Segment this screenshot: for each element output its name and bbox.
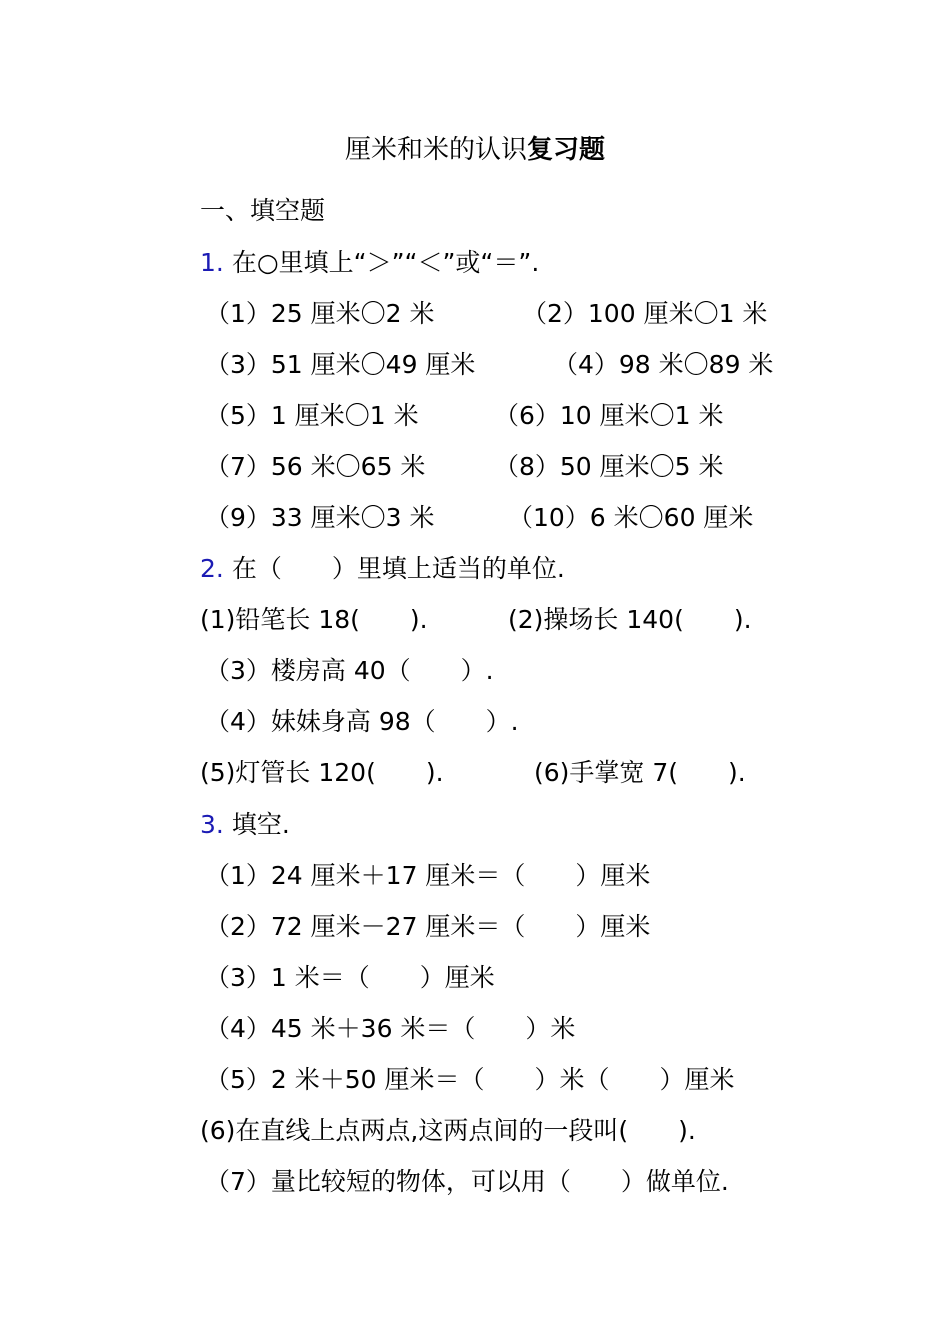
- q1-item-5: （5）1 厘米〇1 米: [205, 401, 419, 430]
- q1-item-2: （2）100 厘米〇1 米: [522, 299, 768, 328]
- q3-item-6: (6)在直线上点两点,这两点间的一段叫( ).: [200, 1116, 696, 1145]
- q3-item-4: （4）45 米＋36 米＝（ ）米: [205, 1014, 576, 1043]
- q1-item-8: （8）50 厘米〇5 米: [494, 452, 724, 481]
- q1-item-10: （10）6 米〇60 厘米: [508, 503, 754, 532]
- q2-item-6: (6)手掌宽 7( ).: [534, 758, 746, 787]
- q3-item-2: （2）72 厘米－27 厘米＝（ ）厘米: [205, 912, 651, 941]
- title-bold: 复习题: [527, 135, 606, 165]
- question-2-number: 2.: [200, 554, 224, 583]
- q2-item-5: (5)灯管长 120( ).: [200, 758, 444, 787]
- q3-item-3: （3）1 米＝（ ）厘米: [205, 963, 495, 992]
- question-3-text: 填空.: [231, 810, 290, 839]
- q2-item-3: （3）楼房高 40（ ）.: [205, 656, 494, 685]
- question-2-text: 在（ ）里填上适当的单位.: [231, 554, 565, 583]
- q1-item-9: （9）33 厘米〇3 米: [205, 503, 435, 532]
- q3-item-7: （7）量比较短的物体，可以用（ ）做单位.: [205, 1167, 729, 1196]
- question-1-text: 在○里填上“＞”“＜”或“＝”.: [231, 248, 540, 277]
- question-3-number: 3.: [200, 810, 224, 839]
- q2-item-2: (2)操场长 140( ).: [508, 605, 752, 634]
- question-2: [200, 552, 565, 586]
- q3-item-1: （1）24 厘米＋17 厘米＝（ ）厘米: [205, 861, 651, 890]
- question-1-number: 1.: [200, 248, 224, 277]
- title-main: 厘米和米的认识: [344, 135, 527, 165]
- q2-item-4: （4）妹妹身高 98（ ）.: [205, 707, 519, 736]
- section-heading: 一、填空题: [200, 196, 326, 225]
- q3-item-5: （5）2 米＋50 厘米＝（ ）米（ ）厘米: [205, 1065, 735, 1094]
- q1-item-4: （4）98 米〇89 米: [553, 350, 774, 379]
- q1-item-7: （7）56 米〇65 米: [205, 452, 426, 481]
- question-1: [200, 246, 539, 280]
- page-title: [0, 133, 950, 167]
- question-3: [200, 808, 290, 842]
- q1-item-3: （3）51 厘米〇49 厘米: [205, 350, 476, 379]
- q2-item-1: (1)铅笔长 18( ).: [200, 605, 428, 634]
- q1-item-6: （6）10 厘米〇1 米: [494, 401, 724, 430]
- q1-item-1: （1）25 厘米〇2 米: [205, 299, 435, 328]
